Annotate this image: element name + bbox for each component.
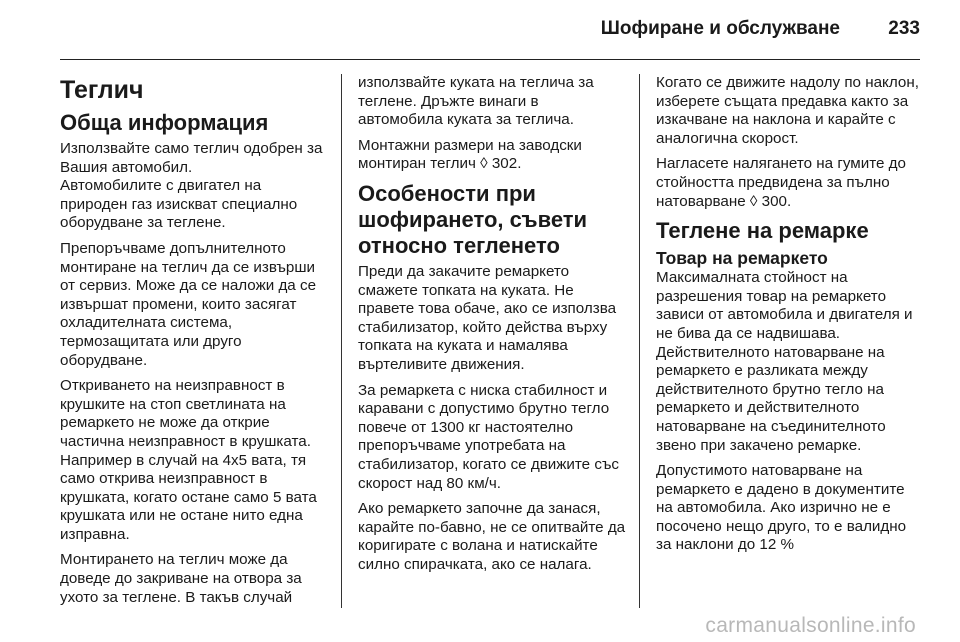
paragraph: Монтирането на теглич може да доведе до закриване на отвора за ухото за теглене. В такъв случай <box>60 551 302 606</box>
section-title-general-info: Обща информация <box>60 110 269 135</box>
paragraph: Откриването на неизправност в крушките на стоп светлината на ремаркето не може да открие частична неизправност в крушката. Например в случай на 4x5 вата, тя само открива неизправност в крушката, когато остане само 5 вата крушката или не остане нито една изправна. <box>60 377 317 543</box>
section-title-driving-tips: Особености при шофирането, съвети относно тегленето <box>358 180 588 258</box>
paragraph: За ремаркета с ниска стабилност и каравани с допустимо брутно тегло повече от 1300 кг настоятелно препоръчваме употребата на стабилизатор, когато се движите със скорост над 80 км/ч. <box>358 381 620 492</box>
subsection-title-trailer-load: Товар на ремаркето <box>656 248 828 269</box>
column-3 <box>656 74 924 562</box>
page-header <box>0 0 960 60</box>
paragraph: Монтажни размери на заводски монтиран теглич ◊ 302. <box>358 136 582 173</box>
paragraph: Нагласете налягането на гумите до стойността предвидена за пълно натоварване ◊ 300. <box>656 155 906 210</box>
paragraph: Преди да закачите ремаркето смажете топката на куката. Не правете това обаче, ако се използва стабилизатор, който действа върху топката на куката и намалява въртеливите движения. <box>358 262 617 373</box>
header-title: Шофиране и обслужване <box>600 18 840 39</box>
chapter-title: Теглич <box>60 76 144 104</box>
header-divider <box>60 59 920 60</box>
paragraph: Ако ремаркето започне да занася, карайте по-бавно, не се опитвайте да коригирате с волана и натискайте силно спирачката, ако се налага. <box>358 500 626 573</box>
paragraph: Използвайте само теглич одобрен за Вашия автомобил. Автомобилите с двигател на природен газ изискват специално оборудване за теглене. <box>60 140 323 232</box>
paragraph: Препоръчваме допълнителното монтиране на теглич да се извърши от сервиз. Може да се наложи да се извършат промени, които засягат охладителната система, термозащитата или друго оборудване. <box>60 239 317 369</box>
page-number: 233 <box>888 18 920 39</box>
section-title-towing-trailer: Теглене на ремарке <box>656 218 869 244</box>
column-divider-1 <box>341 74 342 608</box>
column-2 <box>358 74 626 581</box>
paragraph: използвайте куката на теглича за теглене. Дръжте винаги в автомобила куката за теглича. <box>358 74 594 129</box>
paragraph: Допустимото натоварване на ремаркето е дадено в документите на автомобила. Ако изрично не е посочено нещо друго, то е валидно за наклони до 12 % <box>656 462 907 554</box>
paragraph: Когато се движите надолу по наклон, изберете същата предавка както за изкачване на наклона и карайте с аналогична скорост. <box>656 74 919 147</box>
paragraph: Максималната стойност на разрешения товар на ремаркето зависи от автомобила и двигателя и не бива да се надвишава. Действителното натоварване на ремаркето е разликата между действителното брутно тегло на ремаркето и действителното натоварване на съединителното звено при закачено ремарке. <box>656 269 913 454</box>
column-divider-2 <box>639 74 640 608</box>
watermark: carmanualsonline.info <box>705 614 916 637</box>
column-1 <box>60 74 328 614</box>
